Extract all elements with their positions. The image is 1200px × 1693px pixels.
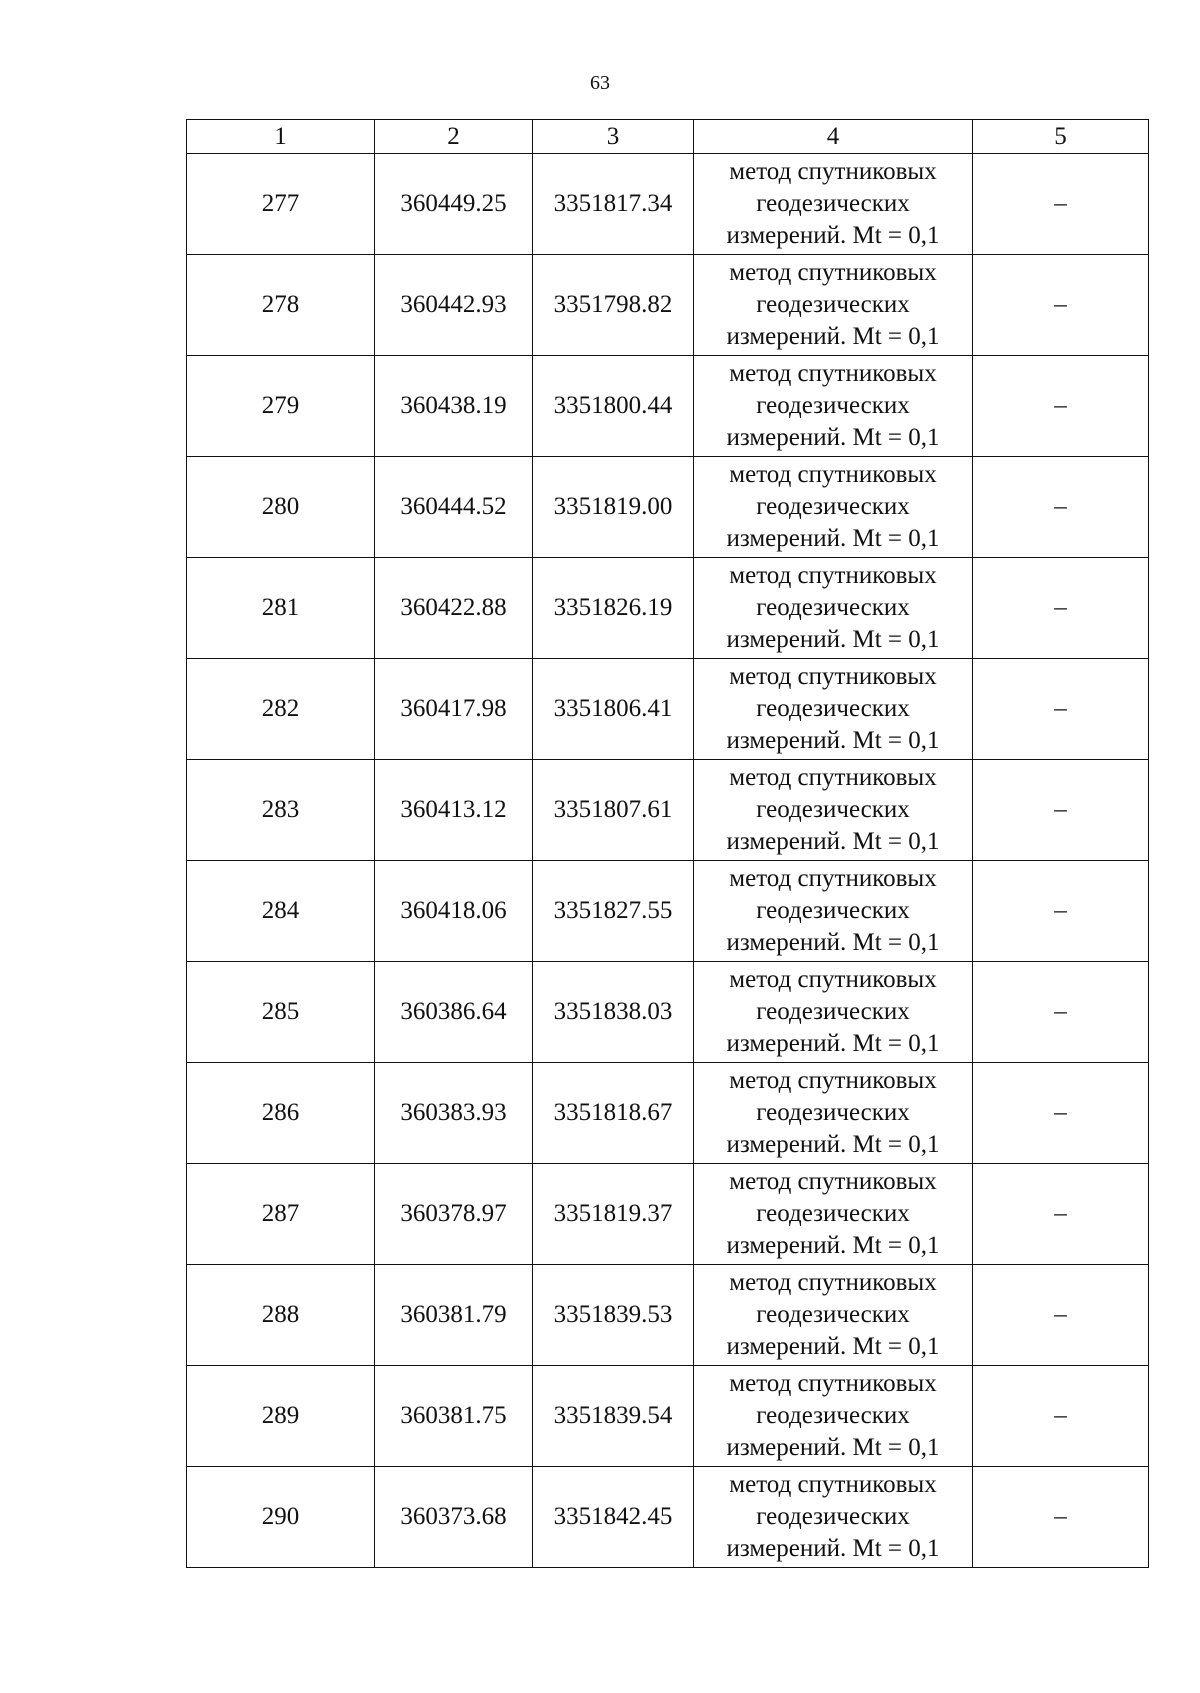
note-cell [973,1366,1149,1467]
x-coordinate-cell-text: 360422.88 [400,594,507,621]
x-coordinate-cell-text: 360373.68 [400,1503,507,1530]
method-cell [694,1164,973,1265]
x-coordinate-cell [375,1164,533,1265]
method-cell [694,861,973,962]
x-coordinate-cell [375,760,533,861]
method-cell-text: метод спутниковых геодезических измерений. Mt = 0,1 [726,562,940,653]
note-cell [973,457,1149,558]
method-cell [694,760,973,861]
table-row [187,255,1149,356]
x-coordinate-cell-text: 360417.98 [400,695,507,722]
table-row [187,1265,1149,1366]
note-cell-text: – [1054,1301,1067,1328]
x-coordinate-cell [375,659,533,760]
table-row [187,962,1149,1063]
x-coordinate-cell-text: 360449.25 [400,190,507,217]
note-cell [973,1467,1149,1568]
page-number: 63 [590,72,610,94]
y-coordinate-cell-text: 3351807.61 [553,796,673,823]
point-number-cell-text: 287 [261,1200,300,1227]
x-coordinate-cell [375,356,533,457]
method-cell-text: метод спутниковых геодезических измерений. Mt = 0,1 [726,1269,940,1360]
method-cell [694,558,973,659]
table-row [187,1467,1149,1568]
point-number-cell [187,1063,375,1164]
y-coordinate-cell [533,1366,694,1467]
x-coordinate-cell [375,1063,533,1164]
header-col-3: 3 [533,120,694,154]
y-coordinate-cell [533,154,694,255]
x-coordinate-cell [375,255,533,356]
point-number-cell-text: 278 [261,291,300,318]
header-col-4: 4 [694,120,973,154]
note-cell [973,1063,1149,1164]
x-coordinate-cell-text: 360386.64 [400,998,507,1025]
note-cell [973,558,1149,659]
note-cell [973,962,1149,1063]
point-number-cell-text: 289 [261,1402,300,1429]
method-cell-text: метод спутниковых геодезических измерений. Mt = 0,1 [726,764,940,855]
x-coordinate-cell-text: 360381.79 [400,1301,507,1328]
y-coordinate-cell-text: 3351826.19 [553,594,673,621]
method-cell [694,1265,973,1366]
note-cell-text: – [1054,998,1067,1025]
y-coordinate-cell [533,1164,694,1265]
table-row [187,356,1149,457]
x-coordinate-cell [375,558,533,659]
point-number-cell [187,1467,375,1568]
point-number-cell [187,457,375,558]
method-cell-text: метод спутниковых геодезических измерений. Mt = 0,1 [726,663,940,754]
table-body [187,154,1149,1568]
y-coordinate-cell-text: 3351798.82 [553,291,673,318]
x-coordinate-cell-text: 360444.52 [400,493,507,520]
y-coordinate-cell-text: 3351817.34 [553,190,673,217]
table-row [187,760,1149,861]
y-coordinate-cell [533,457,694,558]
point-number-cell [187,962,375,1063]
note-cell-text: – [1054,1099,1067,1126]
method-cell [694,255,973,356]
y-coordinate-cell-text: 3351842.45 [553,1503,673,1530]
x-coordinate-cell [375,962,533,1063]
table-row [187,659,1149,760]
method-cell [694,356,973,457]
note-cell [973,659,1149,760]
x-coordinate-cell-text: 360413.12 [400,796,507,823]
point-number-cell-text: 288 [261,1301,300,1328]
note-cell-text: – [1054,1503,1067,1530]
method-cell-text: метод спутниковых геодезических измерений. Mt = 0,1 [726,1471,940,1562]
y-coordinate-cell [533,1467,694,1568]
point-number-cell [187,659,375,760]
header-col-1: 1 [187,120,375,154]
x-coordinate-cell [375,1467,533,1568]
y-coordinate-cell [533,356,694,457]
table-row [187,861,1149,962]
x-coordinate-cell [375,457,533,558]
y-coordinate-cell-text: 3351839.53 [553,1301,673,1328]
point-number-cell-text: 280 [261,493,300,520]
note-cell [973,1164,1149,1265]
point-number-cell-text: 286 [261,1099,300,1126]
y-coordinate-cell-text: 3351819.00 [553,493,673,520]
y-coordinate-cell [533,962,694,1063]
method-cell-text: метод спутниковых геодезических измерений. Mt = 0,1 [726,158,940,249]
y-coordinate-cell-text: 3351838.03 [553,998,673,1025]
method-cell-text: метод спутниковых геодезических измерений. Mt = 0,1 [726,1370,940,1461]
point-number-cell-text: 282 [261,695,300,722]
note-cell-text: – [1054,695,1067,722]
point-number-cell [187,356,375,457]
note-cell [973,154,1149,255]
method-cell-text: метод спутниковых геодезических измерений. Mt = 0,1 [726,461,940,552]
table-row [187,558,1149,659]
method-cell [694,1063,973,1164]
note-cell-text: – [1054,1200,1067,1227]
y-coordinate-cell [533,255,694,356]
method-cell [694,659,973,760]
x-coordinate-cell-text: 360438.19 [400,392,507,419]
point-number-cell [187,558,375,659]
point-number-cell [187,1265,375,1366]
note-cell-text: – [1054,392,1067,419]
method-cell-text: метод спутниковых геодезических измерений. Mt = 0,1 [726,259,940,350]
y-coordinate-cell-text: 3351806.41 [553,695,673,722]
point-number-cell-text: 284 [261,897,300,924]
method-cell [694,457,973,558]
x-coordinate-cell-text: 360442.93 [400,291,507,318]
x-coordinate-cell-text: 360383.93 [400,1099,507,1126]
header-col-2: 2 [375,120,533,154]
note-cell [973,255,1149,356]
y-coordinate-cell [533,861,694,962]
note-cell-text: – [1054,1402,1067,1429]
method-cell [694,962,973,1063]
y-coordinate-cell [533,1063,694,1164]
y-coordinate-cell [533,760,694,861]
point-number-cell [187,760,375,861]
x-coordinate-cell-text: 360378.97 [400,1200,507,1227]
note-cell [973,760,1149,861]
note-cell [973,861,1149,962]
table-row [187,154,1149,255]
table-row [187,1366,1149,1467]
point-number-cell [187,861,375,962]
x-coordinate-cell [375,1265,533,1366]
note-cell-text: – [1054,493,1067,520]
method-cell [694,154,973,255]
x-coordinate-cell [375,861,533,962]
note-cell [973,1265,1149,1366]
x-coordinate-cell [375,154,533,255]
table-row [187,1063,1149,1164]
method-cell-text: метод спутниковых геодезических измерений. Mt = 0,1 [726,865,940,956]
method-cell [694,1366,973,1467]
coordinates-table [186,119,1149,1568]
note-cell-text: – [1054,594,1067,621]
table-row [187,1164,1149,1265]
x-coordinate-cell-text: 360418.06 [400,897,507,924]
y-coordinate-cell-text: 3351800.44 [553,392,673,419]
note-cell-text: – [1054,796,1067,823]
x-coordinate-cell [375,1366,533,1467]
method-cell-text: метод спутниковых геодезических измерений. Mt = 0,1 [726,966,940,1057]
y-coordinate-cell [533,558,694,659]
point-number-cell [187,1366,375,1467]
method-cell-text: метод спутниковых геодезических измерений. Mt = 0,1 [726,1067,940,1158]
point-number-cell-text: 279 [261,392,300,419]
point-number-cell-text: 277 [261,190,300,217]
y-coordinate-cell-text: 3351818.67 [553,1099,673,1126]
header-col-5: 5 [973,120,1149,154]
point-number-cell [187,1164,375,1265]
point-number-cell-text: 285 [261,998,300,1025]
x-coordinate-cell-text: 360381.75 [400,1402,507,1429]
point-number-cell [187,154,375,255]
note-cell [973,356,1149,457]
table-row [187,457,1149,558]
point-number-cell [187,255,375,356]
y-coordinate-cell [533,1265,694,1366]
y-coordinate-cell-text: 3351827.55 [553,897,673,924]
note-cell-text: – [1054,897,1067,924]
note-cell-text: – [1054,190,1067,217]
point-number-cell-text: 281 [261,594,300,621]
method-cell [694,1467,973,1568]
note-cell-text: – [1054,291,1067,318]
y-coordinate-cell-text: 3351819.37 [553,1200,673,1227]
table-header-row [187,120,1149,154]
y-coordinate-cell [533,659,694,760]
y-coordinate-cell-text: 3351839.54 [553,1402,673,1429]
point-number-cell-text: 290 [261,1503,300,1530]
point-number-cell-text: 283 [261,796,300,823]
method-cell-text: метод спутниковых геодезических измерений. Mt = 0,1 [726,1168,940,1259]
method-cell-text: метод спутниковых геодезических измерений. Mt = 0,1 [726,360,940,451]
